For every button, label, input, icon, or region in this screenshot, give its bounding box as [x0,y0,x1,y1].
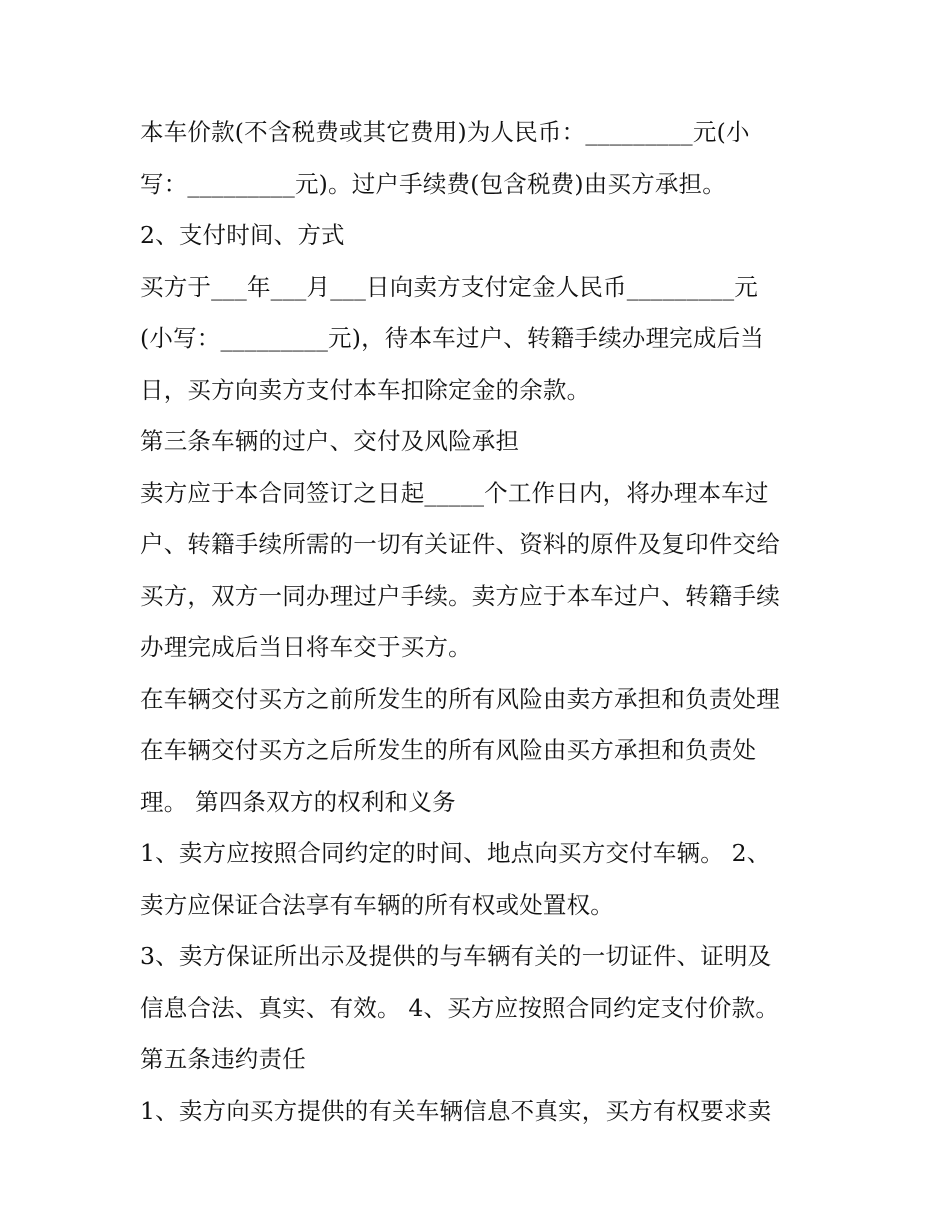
text-line: 卖方应于本合同签订之日起_____个工作日内，将办理本车过 [140,478,769,507]
text-line: 买方于___年___月___日向卖方支付定金人民币_________元 [140,272,758,301]
text-line: 在车辆交付买方之前所发生的所有风险由卖方承担和负责处理 [140,684,780,713]
text-line: 信息合法、真实、有效。 4、买方应按照合同约定支付价款。 [140,993,780,1022]
section-subheading: 2、支付时间、方式 [140,221,345,249]
text-line: 在车辆交付买方之后所发生的所有风险由买方承担和负责处 [140,736,757,764]
text-line: (小写：_________元)，待本车过户、转籍手续办理完成后当 [140,324,764,352]
text-line: 写：_________元)。过户手续费(包含税费)由买方承担。 [140,169,726,198]
text-line: 买方，双方一同办理过户手续。卖方应于本车过户、转籍手续 [140,581,780,610]
text-line: 办理完成后当日将车交于买方。 [140,633,472,661]
text-line: 卖方应保证合法享有车辆的所有权或处置权。 [140,890,614,919]
text-line: 3、卖方保证所出示及提供的与车辆有关的一切证件、证明及 [140,942,772,970]
text-line: 户、转籍手续所需的一切有关证件、资料的原件及复印件交给 [140,530,780,558]
text-line: 1、卖方向买方提供的有关车辆信息不真实，买方有权要求卖 [140,1096,772,1125]
section-heading: 第五条违约责任 [140,1045,306,1073]
text-line: 本车价款(不含税费或其它费用)为人民币：_________元(小 [140,118,750,146]
text-line: 1、卖方应按照合同约定的时间、地点向买方交付车辆。 2、 [140,839,771,867]
text-line: 日，买方向卖方支付本车扣除定金的余款。 [140,375,591,404]
document-body [140,107,820,1137]
text-line: 理。 第四条双方的权利和义务 [140,787,456,816]
section-heading: 第三条车辆的过户、交付及风险承担 [140,427,520,455]
